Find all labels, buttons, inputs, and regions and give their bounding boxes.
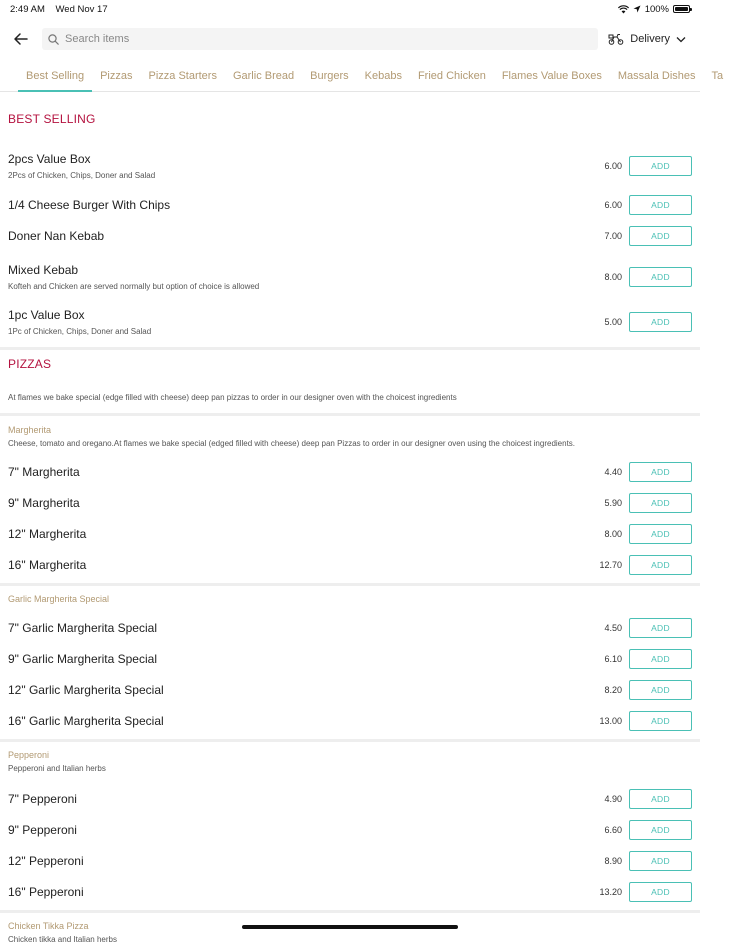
item-name: Doner Nan Kebab xyxy=(8,228,105,243)
item-price: 4.50 xyxy=(604,622,622,633)
tab-flames-value-boxes[interactable]: Flames Value Boxes xyxy=(501,70,602,82)
battery-percent: 100% xyxy=(644,3,669,15)
menu-item[interactable] xyxy=(0,146,700,185)
add-button[interactable]: ADD xyxy=(629,524,692,544)
item-price: 5.00 xyxy=(604,316,622,327)
tab-burgers[interactable]: Burgers xyxy=(310,70,349,82)
tab-best-selling[interactable]: Best Selling xyxy=(18,70,92,91)
item-price: 13.00 xyxy=(599,715,622,726)
menu-item[interactable] xyxy=(0,456,700,487)
group-title: Pepperoni xyxy=(8,750,50,760)
add-button[interactable]: ADD xyxy=(629,555,692,575)
item-price: 8.00 xyxy=(604,528,622,539)
add-button[interactable]: ADD xyxy=(629,493,692,513)
section-title: BEST SELLING xyxy=(8,112,96,126)
item-name: 16" Pepperoni xyxy=(8,884,84,899)
tab-pizzas[interactable]: Pizzas xyxy=(100,70,133,82)
add-button[interactable]: ADD xyxy=(629,462,692,482)
item-price: 8.90 xyxy=(604,855,622,866)
menu-item[interactable] xyxy=(0,845,700,876)
item-name: 12" Pepperoni xyxy=(8,853,84,868)
group-title: Garlic Margherita Special xyxy=(8,594,110,604)
item-price: 6.00 xyxy=(604,199,622,210)
delivery-selector[interactable] xyxy=(608,33,690,45)
menu-item[interactable] xyxy=(0,612,700,643)
status-bar xyxy=(0,0,700,18)
header xyxy=(0,18,700,60)
item-name: 9" Pepperoni xyxy=(8,822,77,837)
item-description: 2Pcs of Chicken, Chips, Doner and Salad xyxy=(8,170,156,180)
add-button[interactable]: ADD xyxy=(629,156,692,176)
item-price: 6.60 xyxy=(604,824,622,835)
item-price: 7.00 xyxy=(604,230,622,241)
search-input[interactable] xyxy=(65,33,592,45)
item-price: 4.40 xyxy=(604,466,622,477)
item-price: 6.10 xyxy=(604,653,622,664)
item-name: 9" Garlic Margherita Special xyxy=(8,651,157,666)
menu-item[interactable] xyxy=(0,518,700,549)
item-price: 4.90 xyxy=(604,793,622,804)
search-box[interactable] xyxy=(42,28,598,50)
add-button[interactable]: ADD xyxy=(629,195,692,215)
group-title: Margherita xyxy=(8,425,52,435)
location-icon xyxy=(633,5,641,13)
group-description: Cheese, tomato and oregano.At flames we bake special (edged filled with cheese) deep pan Pizzas to order in our designer oven using the choicest ingredients. xyxy=(8,439,576,448)
category-tabs xyxy=(0,60,724,92)
item-name: 1/4 Cheese Burger With Chips xyxy=(8,197,171,212)
add-button[interactable]: ADD xyxy=(629,820,692,840)
section-description: At flames we bake special (edge filled with cheese) deep pan pizzas to order in our designer oven with the choicest ingredients xyxy=(8,393,457,402)
status-date: Wed Nov 17 xyxy=(55,3,108,15)
tab-pizza-starters[interactable]: Pizza Starters xyxy=(148,70,217,82)
item-price: 6.00 xyxy=(604,160,622,171)
tab-kebabs[interactable]: Kebabs xyxy=(364,70,402,82)
add-button[interactable]: ADD xyxy=(629,711,692,731)
search-icon xyxy=(48,34,59,45)
item-name: 12" Margherita xyxy=(8,526,87,541)
arrow-left-icon xyxy=(14,33,28,45)
status-left xyxy=(10,4,116,15)
add-button[interactable]: ADD xyxy=(629,851,692,871)
add-button[interactable]: ADD xyxy=(629,649,692,669)
section-best-selling xyxy=(0,92,700,126)
item-description: Kofteh and Chicken are served normally but option of choice is allowed xyxy=(8,281,260,291)
tab-fried-chicken[interactable]: Fried Chicken xyxy=(417,70,486,82)
section-pizzas xyxy=(0,350,700,371)
status-time: 2:49 AM xyxy=(10,3,45,15)
menu-item[interactable] xyxy=(0,814,700,845)
status-right xyxy=(618,4,690,15)
add-button[interactable]: ADD xyxy=(629,226,692,246)
add-button[interactable]: ADD xyxy=(629,789,692,809)
item-name: 2pcs Value Box xyxy=(8,151,91,166)
item-name: Mixed Kebab xyxy=(8,262,79,277)
menu-item[interactable] xyxy=(0,643,700,674)
add-button[interactable]: ADD xyxy=(629,267,692,287)
item-price: 5.90 xyxy=(604,497,622,508)
item-description: 1Pc of Chicken, Chips, Doner and Salad xyxy=(8,326,152,336)
home-indicator[interactable] xyxy=(242,925,458,929)
delivery-label: Delivery xyxy=(630,33,670,45)
item-price: 8.20 xyxy=(604,684,622,695)
group-title: Chicken Tikka Pizza xyxy=(8,921,89,931)
section-title: PIZZAS xyxy=(8,357,52,371)
chevron-down-icon xyxy=(676,36,686,43)
add-button[interactable]: ADD xyxy=(629,680,692,700)
menu-item[interactable] xyxy=(0,705,700,736)
battery-icon xyxy=(673,5,690,13)
item-name: 16" Margherita xyxy=(8,557,87,572)
menu-item[interactable] xyxy=(0,549,700,580)
item-name: 7" Garlic Margherita Special xyxy=(8,620,157,635)
item-price: 8.00 xyxy=(604,271,622,282)
scooter-icon xyxy=(608,33,624,45)
add-button[interactable]: ADD xyxy=(629,882,692,902)
item-name: 12" Garlic Margherita Special xyxy=(8,682,164,697)
back-button[interactable] xyxy=(10,28,32,50)
menu-item[interactable] xyxy=(0,487,700,518)
tab-more[interactable]: Ta xyxy=(711,70,724,82)
wifi-icon xyxy=(618,5,629,14)
item-name: 9" Margherita xyxy=(8,495,80,510)
item-name: 7" Pepperoni xyxy=(8,791,77,806)
menu-item[interactable] xyxy=(0,674,700,705)
menu-content xyxy=(0,92,700,944)
menu-item[interactable] xyxy=(0,876,700,907)
add-button[interactable]: ADD xyxy=(629,618,692,638)
tab-garlic-bread[interactable]: Garlic Bread xyxy=(232,70,295,82)
menu-item[interactable] xyxy=(0,257,700,296)
group-description: Chicken tikka and Italian herbs xyxy=(8,935,117,944)
item-name: 16" Garlic Margherita Special xyxy=(8,713,164,728)
menu-item[interactable] xyxy=(0,220,700,251)
item-price: 13.20 xyxy=(599,886,622,897)
tab-massala-dishes[interactable]: Massala Dishes xyxy=(617,70,696,82)
add-button[interactable]: ADD xyxy=(629,312,692,332)
group-description: Pepperoni and Italian herbs xyxy=(8,764,106,773)
menu-item[interactable] xyxy=(0,189,700,220)
item-name: 1pc Value Box xyxy=(8,307,85,322)
menu-item[interactable] xyxy=(0,783,700,814)
menu-item[interactable] xyxy=(0,302,700,341)
item-price: 12.70 xyxy=(599,559,622,570)
item-name: 7" Margherita xyxy=(8,464,80,479)
